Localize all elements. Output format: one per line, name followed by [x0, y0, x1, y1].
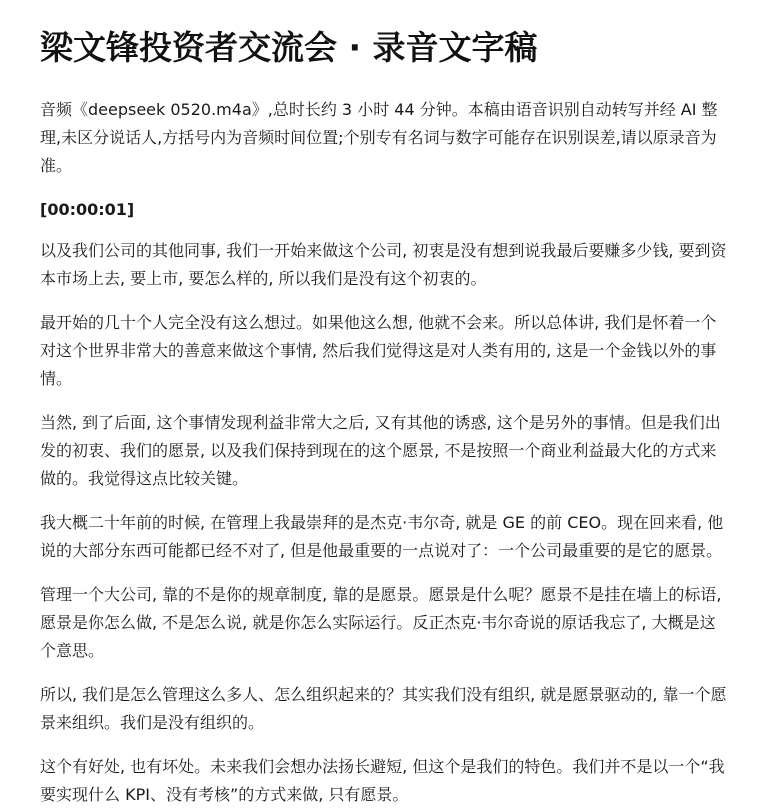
transcript-paragraph: 最开始的几十个人完全没有这么想过。如果他这么想, 他就不会来。所以总体讲, 我们是怀着一个对这个世界非常大的善意来做这个事情, 然后我们觉得这是对人类有用的, 这是一个金钱以外的事情。 — [40, 313, 717, 388]
transcript-paragraph: 当然, 到了后面, 这个事情发现利益非常大之后, 又有其他的诱惑, 这个是另外的事情。但是我们出发的初衷、我们的愿景, 以及我们保持到现在的这个愿景, 不是按照一个商业利益最大化的方式来做的。我觉得这点比较关键。 — [40, 413, 721, 488]
transcript-paragraph: 我大概二十年前的时候, 在管理上我最崇拜的是杰克·韦尔奇, 就是 GE 的前 CEO。现在回来看, 他说的大部分东西可能都已经不对了, 但是他最重要的一点说对了：一个公司最重要的是它的愿景。 — [40, 513, 724, 560]
transcript-paragraph: 所以, 我们是怎么管理这么多人、怎么组织起来的？其实我们没有组织, 就是愿景驱动的, 靠一个愿景来组织。我们是没有组织的。 — [40, 685, 727, 732]
document-title: 梁文锋投资者交流会 · 录音文字稿 — [40, 28, 538, 67]
transcript-paragraph: 管理一个大公司, 靠的不是你的规章制度, 靠的是愿景。愿景是什么呢？愿景不是挂在墙上的标语, 愿景是你怎么做, 不是怎么说, 就是你怎么实际运行。反正杰克·韦尔奇说的原话我忘了, 大概是这个意思。 — [40, 585, 722, 660]
timestamp-marker: [00:00:01] — [40, 200, 135, 219]
transcript-paragraph: 这个有好处, 也有坏处。未来我们会想办法扬长避短, 但这个是我们的特色。我们并不是以一个“我要实现什么 KPI、没有考核”的方式来做, 只有愿景。 — [40, 757, 725, 804]
transcript-paragraph: 以及我们公司的其他同事, 我们一开始来做这个公司, 初衷是没有想到说我最后要赚多少钱, 要到资本市场上去, 要上市, 要怎么样的, 所以我们是没有这个初衷的。 — [40, 241, 727, 288]
intro-note: 音频《deepseek 0520.m4a》,总时长约 3 小时 44 分钟。本稿由语音识别自动转写并经 AI 整理,未区分说话人,方括号内为音频时间位置;个别专有名词与数字可能存在识别误差,请以原录音为准。 — [40, 100, 718, 175]
